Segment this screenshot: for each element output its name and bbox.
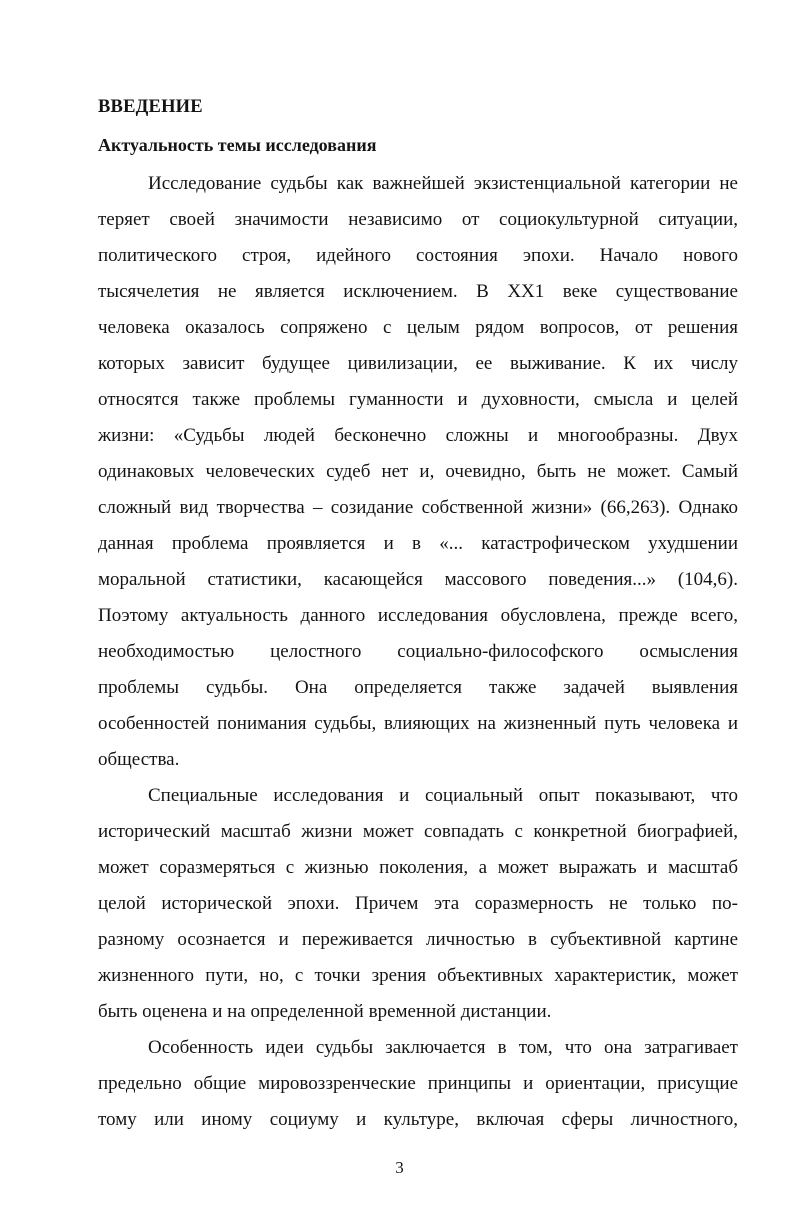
text-line: человека оказалось сопряжено с целым рядом вопросов, от решения [98, 317, 738, 338]
text-line: одинаковых человеческих судеб нет и, очевидно, быть не может. Самый [98, 461, 738, 482]
text-line: жизни: «Судьбы людей бесконечно сложны и многообразны. Двух [98, 425, 738, 446]
text-line: тысячелетия не является исключением. В XX1 веке существование [98, 281, 738, 302]
text-line: проблемы судьбы. Она определяется также задачей выявления [98, 677, 738, 698]
text-line: данная проблема проявляется и в «... катастрофическом ухудшении [98, 533, 738, 554]
text-line: Специальные исследования и социальный опыт показывают, что [148, 785, 738, 806]
subsection-title: Актуальность темы исследования [98, 135, 377, 155]
text-line: особенностей понимания судьбы, влияющих на жизненный путь человека и [98, 713, 738, 734]
text-line: целой исторической эпохи. Причем эта соразмерность не только по- [98, 893, 738, 914]
text-line: общества. [98, 749, 180, 770]
text-line: исторический масштаб жизни может совпадать с конкретной биографией, [98, 821, 738, 842]
text-line: быть оценена и на определенной временной дистанции. [98, 1001, 552, 1022]
text-line: Особенность идеи судьбы заключается в том, что она затрагивает [148, 1037, 738, 1058]
text-line: разному осознается и переживается личностью в субъективной картине [98, 929, 738, 950]
text-line: сложный вид творчества – созидание собственной жизни» (66,263). Однако [98, 497, 738, 518]
text-line: необходимостью целостного социально-философского осмысления [98, 641, 738, 662]
text-line: Поэтому актуальность данного исследования обусловлена, прежде всего, [98, 605, 738, 626]
text-line: относятся также проблемы гуманности и духовности, смысла и целей [98, 389, 738, 410]
section-title: ВВЕДЕНИЕ [98, 97, 203, 117]
text-line: предельно общие мировоззренческие принципы и ориентации, присущие [98, 1073, 738, 1094]
text-line: политического строя, идейного состояния эпохи. Начало нового [98, 245, 738, 266]
text-line: жизненного пути, но, с точки зрения объективных характеристик, может [98, 965, 738, 986]
text-line: моральной статистики, касающейся массового поведения...» (104,6). [98, 569, 738, 590]
text-line: может соразмеряться с жизнью поколения, а может выражать и масштаб [98, 857, 738, 878]
text-line: теряет своей значимости независимо от социокультурной ситуации, [98, 209, 738, 230]
page-number: 3 [395, 1158, 404, 1177]
text-line: которых зависит будущее цивилизации, ее выживание. К их числу [98, 353, 738, 374]
text-line: тому или иному социуму и культуре, включая сферы личностного, [98, 1109, 738, 1130]
text-line: Исследование судьбы как важнейшей экзистенциальной категории не [148, 173, 738, 194]
